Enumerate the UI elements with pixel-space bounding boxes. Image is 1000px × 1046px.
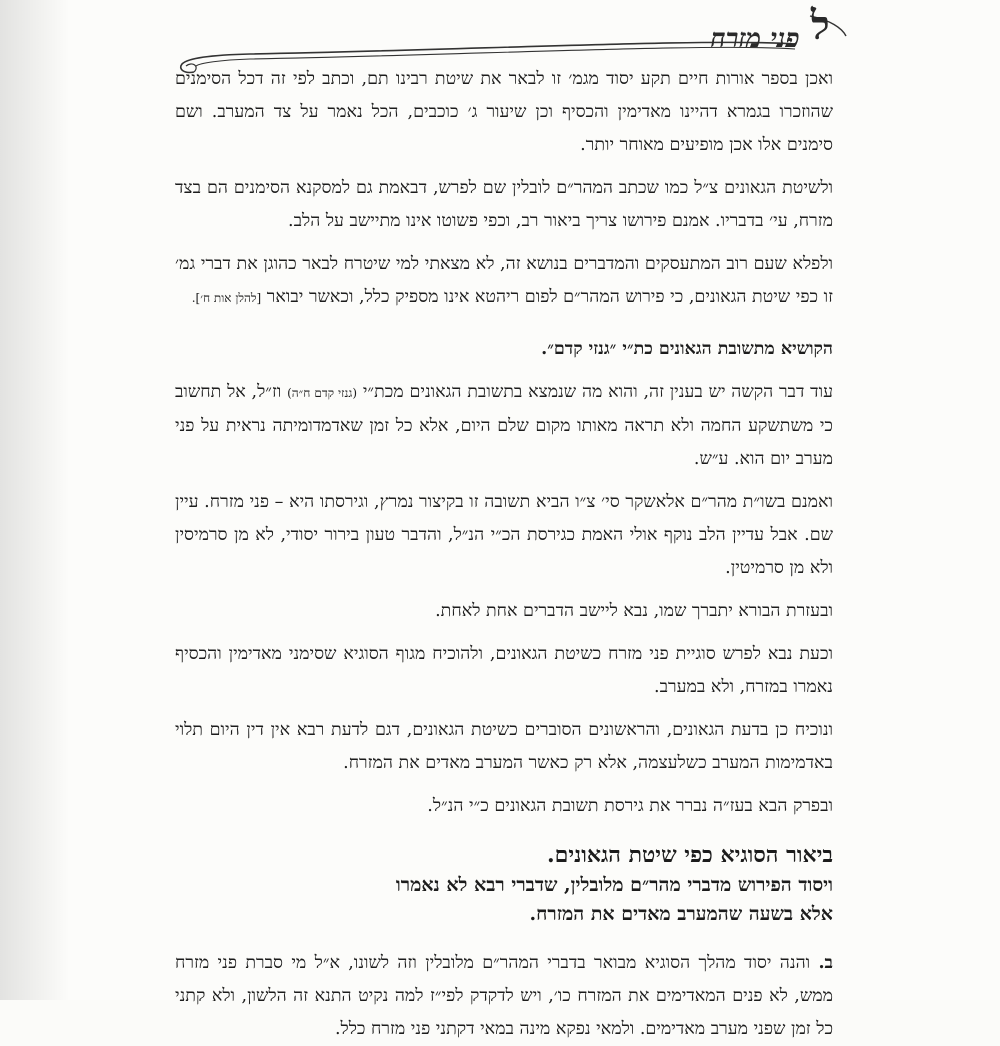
citation-note: (גנזי קדם ח״ה) [287,386,358,400]
paragraph: ונוכיח כן בדעת הגאונים, והראשונים הסוברים כשיטת הגאונים, דגם לדעת רבא אין דין היום תלוי באדמימות המערב כשלעצמה, אלא רק כאשר המערב מאדים את המזרח. [175,720,833,773]
paragraph: ובפרק הבא בעז״ה נברר את גירסת תשובת הגאונים כ״י הנ״ל. [427,796,833,816]
citation-note: [להלן אות ח׳]. [191,291,262,305]
paragraph: ובעזרת הבורא יתברך שמו, נבא ליישב הדברים אחת לאחת. [435,601,833,621]
section-title: הקושיא מתשובת הגאונים כת״י ״גנזי קדם״. [541,339,833,359]
paragraph-text: ולפלא שעם רוב המתעסקים והמדברים בנושא זה, לא מצאתי למי שיטרח לבאר כהוגן את דברי גמ׳ זו כפי שיטת הגאונים, כי פירוש המהר״ם לפום ריהטא אינו מספיק כלל, וכאשר יבואר [175,254,833,307]
text-body [175,63,833,1046]
sub-heading-line: ויסוד הפירוש מדברי מהר״ם מלובלין, שדברי רבא לא נאמרו [395,874,833,896]
page-number: ל [811,2,830,49]
paragraph: וכעת נבא לפרש סוגיית פני מזרח כשיטת הגאונים, ולהוכיח מגוף הסוגיא שסימני מאדימין והכסיף נאמרו במזרח, ולא במערב. [175,644,833,697]
paragraph [175,947,833,1046]
paragraph: ואכן בספר אורות חיים תקע יסוד מגמ׳ זו לבאר את שיטת רבינו תם, וכתב לפי זה דכל הסימנים שהוזכרו בגמרא דהיינו מאדימין והכסיף וכן שיעור ג׳ כוכבים, הכל נאמר על צד המערב. ושם סימנים אלו אכן מופיעים מאוחר יותר. [175,69,833,155]
running-title: פני מזרח [710,24,800,54]
paragraph-text: וז״ל, אל תחשוב כי משתשקע החמה ולא תראה מאותו מקום שלם היום, אלא כל זמן שאדמדומיתה נראית על פני מערב יום הוא. ע״ש. [175,382,833,469]
main-heading: ביאור הסוגיא כפי שיטת הגאונים. [546,842,833,868]
sub-heading-line: אלא בשעה שהמערב מאדים את המזרח. [529,903,833,925]
paragraph-label: ב. [818,953,833,973]
paragraph: ולשיטת הגאונים צ״ל כמו שכתב המהר״ם לובלין שם לפרש, דבאמת גם למסקנא הסימנים הם בצד מזרח, עי׳ בדבריו. אמנם פירושו צריך ביאור רב, וכפי פשוטו אינו מתיישב על הלב. [175,178,833,231]
paragraph [175,376,833,476]
paragraph: ואמנם בשו״ת מהר״ם אלאשקר סי׳ צ״ו הביא תשובה זו בקיצור נמרץ, וגירסתו היא – פני מזרח. עיין שם. אבל עדיין הלב נוקף אולי האמת כגירסת הכ״י הנ״ל, והדבר טעון בירור יסודי, לא מן סרמיסין ולא מן סרמיטין. [175,492,833,578]
paragraph-text: והנה יסוד מהלך הסוגיא מבואר בדברי המהר״ם מלובלין וזה לשונו, א״ל מי סברת פני מזרח ממש, לא פנים המאדימים את המזרח כו׳, ויש לדקדק לפי״ז למה נקיט התנא זה הלשון, ולא קתני כל זמן שפני מערב מאדימים. ולמאי נפקא מינה במאי דקתני פני מזרח כלל. [175,953,833,1039]
paragraph-text: עוד דבר הקשה יש בענין זה, והוא מה שנמצא בתשובת הגאונים מכת״י [362,382,833,402]
paragraph [175,248,833,315]
